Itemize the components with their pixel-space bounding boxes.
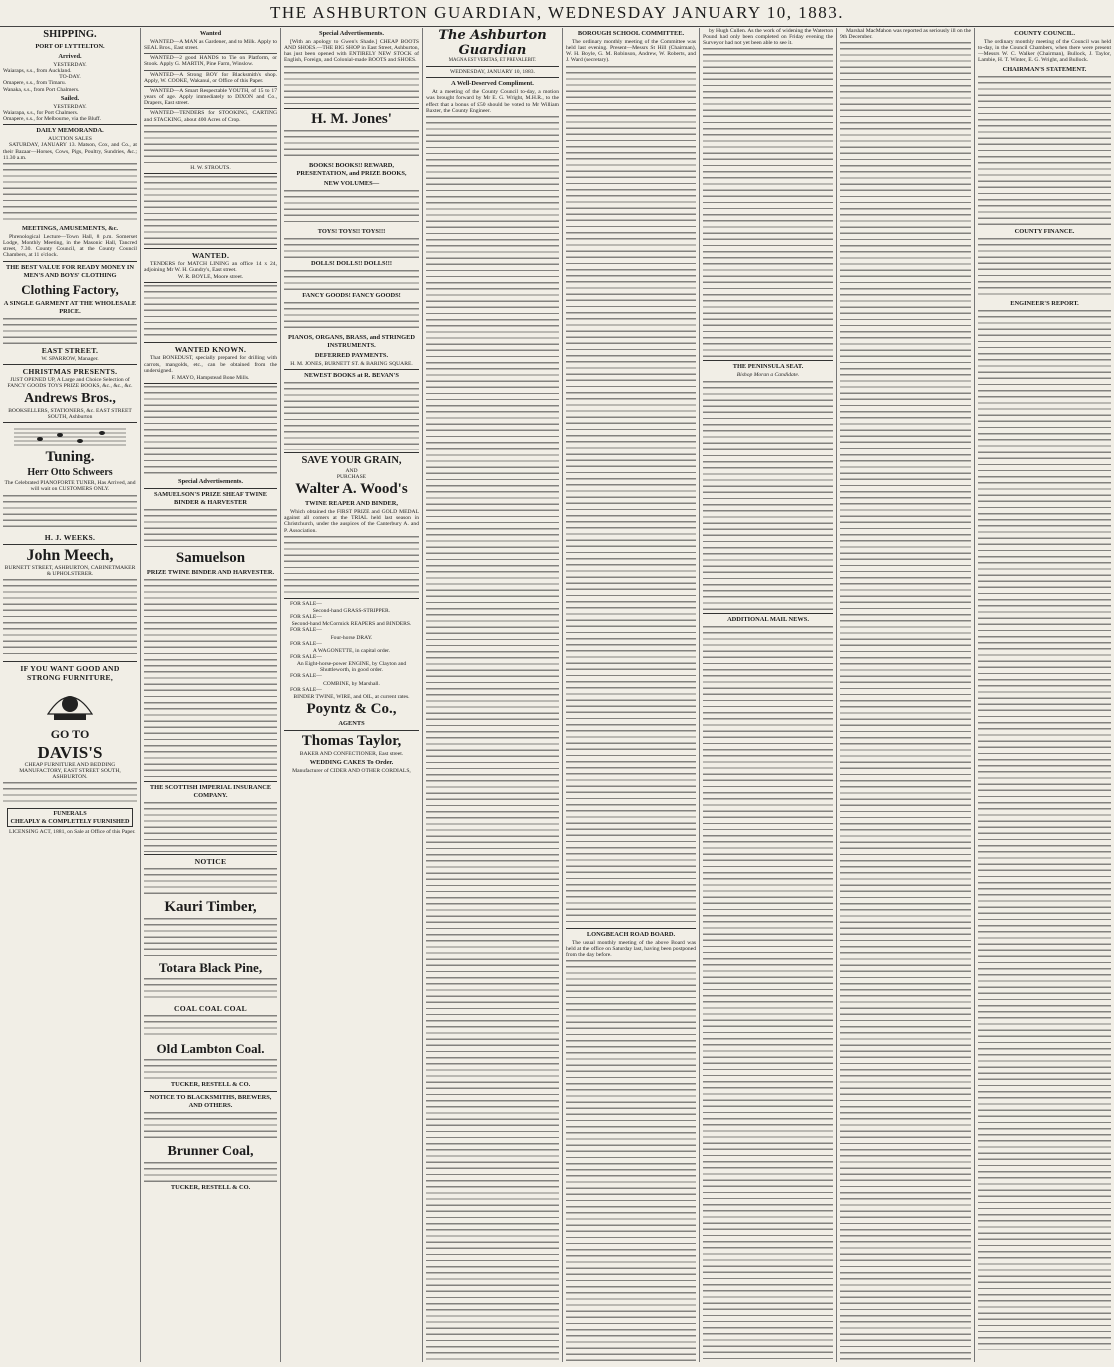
sailed-line: YESTERDAY. <box>53 103 87 110</box>
column-7 <box>837 28 975 1362</box>
andrews-bros-sub: BOOKSELLERS, STATIONERS, &c. EAST STREET SOUTH, Ashburton <box>8 407 132 421</box>
scottish-body <box>144 802 277 852</box>
meech-sub: BURNETT STREET, ASHBURTON, CABINETMAKER & UPHOLSTERER. <box>4 564 136 577</box>
samuelson-body <box>144 579 277 779</box>
funerals-sub: CHEAPLY & COMPLETELY FURNISHED <box>10 817 130 825</box>
jones-sign: H. M. JONES, BURNETT ST. & BARING SQUARE. <box>290 360 413 367</box>
jones-new-volumes: NEW VOLUMES— <box>323 179 380 187</box>
kauri-name: Kauri Timber, <box>164 898 257 915</box>
auction-heading: AUCTION SALES <box>48 136 92 143</box>
wood-purchase: PURCHASE <box>336 473 367 480</box>
samuelson-heading: SAMUELSON'S PRIZE SHEAF TWINE BINDER & HARVESTER <box>153 490 268 506</box>
column-4 <box>423 28 563 1362</box>
sale-item: COMBINE, by Marshall. <box>323 680 380 687</box>
meech-text-body <box>3 579 137 659</box>
meetings-text: Phrenological Lecture—Town Hall, 8 p.m. Somerset Lodge, Monthly Meeting, in the Masonic Hall, Tancred street, 7.30. County Council, at the County Council Chambers, at 11 o'clock. <box>3 233 137 259</box>
wood-and: AND <box>345 467 358 474</box>
for-sale-label: FOR SALE— <box>290 600 322 607</box>
wood-save-grain: SAVE YOUR GRAIN, <box>301 454 402 466</box>
samuelson-sub: PRIZE TWINE BINDER AND HARVESTER. <box>146 568 275 576</box>
christmas-heading: CHRISTMAS PRESENTS. <box>22 366 118 376</box>
meech-name: John Meech, <box>26 546 114 564</box>
mail-news-heading: ADDITIONAL MAIL NEWS. <box>727 615 809 623</box>
editorial-body <box>426 116 559 1362</box>
arrived-line: Waiaraps, s.s., from Auckland. <box>3 68 72 75</box>
go-to-text: GO TO <box>50 726 90 741</box>
jones-toys: TOYS! TOYS!! TOYS!!! <box>317 227 386 235</box>
taylor-name: Thomas Taylor, <box>301 733 402 750</box>
sale-item: BINDER TWINE, WIRE, and OIL, at current rates. <box>293 693 410 700</box>
best-value-heading: THE BEST VALUE FOR READY MONEY IN MEN'S AND BOYS' CLOTHING <box>5 263 135 279</box>
article-lead: At a meeting of the County Council to-day, a motion was brought forward by Mr E. G. Wright, M.H.R., to the effect that a bonus of £50 should be voted to Mr William Baxter, the County Engineer. <box>426 89 559 114</box>
article-title: A Well-Deserved Compliment. <box>451 80 534 88</box>
column-2 <box>141 28 281 1362</box>
for-sale-label: FOR SALE— <box>290 640 322 647</box>
notice-body <box>144 868 277 898</box>
wanted-heading: Wanted <box>199 30 222 37</box>
sailed-heading: Sailed. <box>60 94 80 102</box>
jones-deferred: DEFERRED PAYMENTS. <box>314 351 389 359</box>
coal-body <box>144 1015 277 1039</box>
weeks-name: H. J. WEEKS. <box>44 532 96 542</box>
special-heading: Special Advertisements. <box>178 477 243 485</box>
funerals-heading: FUNERALS <box>53 810 87 818</box>
column-3 <box>281 28 423 1362</box>
arrived-heading: Arrived. <box>58 53 82 60</box>
samuelson-name: Samuelson <box>175 549 246 566</box>
shipping-heading: SHIPPING. <box>43 29 97 40</box>
wood-body <box>284 536 419 596</box>
clothing-factory-branch: EAST STREET. <box>41 345 99 355</box>
kauri-body <box>144 918 277 958</box>
clothing-factory-sub: A SINGLE GARMENT AT THE WHOLESALE PRICE. <box>3 299 137 315</box>
clothing-factory-body <box>3 318 137 344</box>
licensing-notice: LICENSING ACT, 1881, on Sale at Office of this Paper. <box>9 829 136 836</box>
jones-books: BOOKS! BOOKS!! REWARD, PRESENTATION, and PRIZE BOOKS, <box>296 161 407 177</box>
christmas-text: JUST OPENED UP, A Large and Choice Selection of FANCY GOODS TOYS PRIZE BOOKS, &c., &c., &c. <box>7 376 133 389</box>
tuning-heading: Tuning. <box>45 449 95 466</box>
wood-text: Which obtained the FIRST PRIZE and GOLD MEDAL against all comers at the TRIAL held last season in Christchurch, under the auspices of the Canterbury A. and P. Association. <box>284 509 419 534</box>
bevan-heading: NEWEST BOOKS at R. BEVAN'S <box>304 371 399 379</box>
tuner-name: Herr Otto Schweers <box>27 467 113 479</box>
wanted-ad: WANTED—A Smart Respectable YOUTH, of 15 to 17 years of age. Apply immediately to DIXON and Co., Drapers, East street. <box>144 88 277 109</box>
blacksmiths-body <box>144 1112 277 1142</box>
memoranda-heading: DAILY MEMORANDA. <box>36 127 104 135</box>
boots-ad-text: [With an apology to Gwen's Shade.] CHEAP BOOTS AND SHOES.—THE BIG SHOP in East Street, Ashburton, has just been opened with ENTIRELY NEW STOCK of English, Foreign, and Colonial-made BOOTS and SHOES. <box>284 39 419 64</box>
mayo-sign: F. MAYO, Hampstead Bone Mills. <box>171 374 250 381</box>
arrived-line: YESTERDAY. <box>53 62 87 68</box>
paper-nameplate: The Ashburton Guardian <box>438 28 547 58</box>
longbeach-lead: The usual monthly meeting of the above Board was held at the office on Saturday last, having been postponed from the day before. <box>566 939 696 958</box>
finance-body <box>978 238 1111 298</box>
taylor-mfr: Manufacturer of CIDER AND OTHER CORDIALS, <box>292 768 411 775</box>
jones-fancy: FANCY GOODS! FANCY GOODS! <box>302 291 401 299</box>
totara-body <box>144 978 277 1002</box>
tuner-text: The Celebrated PIANOFORTE TUNER, Has Arrived, and will wait on CUSTOMERS ONLY. <box>4 480 136 493</box>
wanted-notice-heading: WANTED. <box>191 250 230 260</box>
arrived-line: Omapere, s.s., from Timaru. <box>3 80 67 87</box>
wanted-known-body <box>144 386 277 476</box>
longbeach-heading: LONGBEACH ROAD BOARD. <box>586 930 676 938</box>
boyle-sign: W. R. BOYLE, Moore street. <box>177 274 244 281</box>
chairman-body <box>978 76 1111 226</box>
lambton-name: Old Lambton Coal. <box>156 1040 265 1056</box>
tucker-sign: TUCKER, RESTELL & CO. <box>170 1183 251 1191</box>
lambton-body <box>144 1059 277 1079</box>
furniture-heading: IF YOU WANT GOOD AND STRONG FURNITURE, <box>20 663 120 682</box>
wanted-notice-text: TENDERS for MATCH LINING an office 14 x 24, adjoining Mr W. H. Gundry's, East street. <box>144 260 277 274</box>
jones-body <box>284 190 419 226</box>
wanted-ad: WANTED—2 good HANDS to Tie on Platform, or Stook. Apply G. MARTIN, Pine Farm, Winslow. <box>144 55 277 70</box>
for-sale-label: FOR SALE— <box>290 686 322 693</box>
jones-name: H. M. Jones' <box>311 110 392 127</box>
peninsula-sub: Bishop Moran a Candidate. <box>736 372 800 379</box>
brunner-name: Brunner Coal, <box>167 1143 254 1159</box>
andrews-bros-name: Andrews Bros., <box>24 390 116 406</box>
newspaper-masthead: THE ASHBURTON GUARDIAN, WEDNESDAY JANUARY 10, 1883. <box>0 0 1114 27</box>
crest-emblem-icon <box>40 684 100 724</box>
wanted-known-text: That BONEDUST, specially prepared for drilling with carrots, mangolds, etc., can be obtained from the undersigned. <box>144 355 277 374</box>
for-sale-label: FOR SALE— <box>290 614 322 621</box>
for-sale-label: FOR SALE— <box>290 627 322 634</box>
port-heading: PORT OF LYTTELTON. <box>35 43 105 50</box>
sale-item: A WAGONETTE, in capital order. <box>312 647 391 654</box>
tenders-ad-body <box>144 176 277 246</box>
arrived-line: Wanaka, s.s., from Port Chalmers. <box>3 86 80 93</box>
longbeach-body <box>566 960 696 1362</box>
poyntz-sub: AGENTS <box>338 720 365 728</box>
special-ads-heading: Special Advertisements. <box>319 30 384 37</box>
boots-ad-body <box>284 66 419 106</box>
paper-motto: MAGNA EST VERITAS, ET PREVALEBIT. <box>448 58 537 63</box>
funerals-box <box>7 808 133 827</box>
borough-lead: The ordinary monthly meeting of the Committee was held last evening. Present—Messrs St Hill (Chairman), W. H. Boyle, G. M. Robinson, Andrew, W. Roberts, and J. Ward (secretary). <box>566 39 696 64</box>
clothing-factory-name: Clothing Factory, <box>21 281 119 297</box>
column-7-lead: Marshal MacMahon was reported as seriously ill on the 9th December. <box>840 28 971 41</box>
finance-heading: COUNTY FINANCE. <box>1014 227 1075 235</box>
jones-body <box>284 302 419 332</box>
for-sale-label: FOR SALE— <box>290 653 322 660</box>
wood-name: Walter A. Wood's <box>295 481 408 498</box>
sale-item: Four-horse DRAY. <box>330 634 373 641</box>
sailed-line: Omapere, s.s., for Melbourne, via the Bluff. <box>3 116 102 123</box>
council-heading: COUNTY COUNCIL. <box>1014 30 1075 37</box>
scottish-heading: THE SCOTTISH IMPERIAL INSURANCE COMPANY. <box>149 783 272 799</box>
tenders-ad: WANTED—TENDERS for STOOKING, CARTING and STACKING, about 400 Acres of Crop. <box>144 110 277 123</box>
column-6 <box>700 28 837 1362</box>
davis-name: DAVIS'S <box>37 742 103 762</box>
music-staff-illustration <box>10 425 130 447</box>
wood-sub: TWINE REAPER AND BINDER, <box>304 500 399 508</box>
jones-body <box>284 238 419 258</box>
peninsula-body <box>703 381 833 611</box>
wanted-ad: WANTED—A Strong BOY for Blacksmith's shop. Apply, W. COOKE, Wakanui, or Office of this Paper. <box>144 72 277 87</box>
jones-pianos: PIANOS, ORGANS, BRASS, and STRINGED INSTRUMENTS. <box>288 333 415 349</box>
davis-text-body <box>3 782 137 806</box>
chairman-heading: CHAIRMAN'S STATEMENT. <box>1002 65 1087 73</box>
sailed-line: Waiarapa, s.s., for Port Chalmers. <box>3 109 79 116</box>
mail-news-body <box>703 626 833 1362</box>
for-sale-label: FOR SALE— <box>290 673 322 680</box>
blacksmiths-heading: NOTICE TO BLACKSMITHS, BREWERS, AND OTHERS. <box>149 1093 272 1109</box>
strouts-sign: H. W. STROUTS. <box>190 164 231 171</box>
sale-item: An Eight-horse-power ENGINE, by Clayton and Shuttleworth, in good order. <box>296 661 407 674</box>
tenders-ad-body <box>144 125 277 165</box>
meetings-heading: MEETINGS, AMUSEMENTS, &c. <box>21 224 119 232</box>
column-6-lead: by Hugh Cullen. As the work of widening the Waterton Pound had only been completed on Friday evening the Surveyor had not yet been able to see it. <box>703 28 833 47</box>
engineer-body <box>978 310 1111 1350</box>
column-6-body <box>703 48 833 358</box>
wanted-ad: WANTED—A MAN as Gardener, and to Milk. Apply to SEAL Bros., East street. <box>144 39 277 54</box>
column-7-body <box>840 42 971 1362</box>
sale-item: Second-hand GRASS-STRIPPER. <box>312 607 391 614</box>
auction-text-body <box>3 163 137 223</box>
wanted-known-heading: WANTED KNOWN. <box>174 345 247 355</box>
borough-body <box>566 66 696 926</box>
column-5 <box>563 28 700 1362</box>
auction-text: SATURDAY, JANUARY 13. Matson, Cox, and Co., at their Bazaar—Horses, Cows, Pigs, Poultry, Sundries, &c.; 11.30 a.m. <box>3 142 137 161</box>
coal-heading: COAL COAL COAL <box>174 1003 247 1013</box>
borough-heading: BOROUGH SCHOOL COMMITTEE. <box>577 30 685 37</box>
paper-dateline: WEDNESDAY, JANUARY 10, 1883. <box>450 69 535 76</box>
column-8 <box>975 28 1114 1362</box>
council-lead: The ordinary monthly meeting of the Council was held to-day, in the Council Chambers, when there were present—Messrs W. C. Walker (Chairman), Bullock, J. Taylor, Lambie, H. T. Winter, E. G. Wright, and Bullock. <box>978 39 1111 64</box>
tucker-sign: TUCKER, RESTELL & CO. <box>170 1080 251 1088</box>
notice-heading: NOTICE <box>194 856 227 866</box>
taylor-cakes: WEDDING CAKES To Order. <box>309 759 394 767</box>
jones-body <box>284 270 419 290</box>
davis-sub: CHEAP FURNITURE AND BEDDING MANUFACTORY, EAST STREET SOUTH, ASHBURTON. <box>19 761 121 781</box>
wanted-known-body <box>144 285 277 340</box>
jones-body <box>284 130 419 160</box>
sale-item: Second-hand McCormick REAPERS and BINDERS. <box>291 621 412 628</box>
samuelson-body <box>144 509 277 549</box>
totara-name: Totara Black Pine, <box>158 959 263 975</box>
arrived-line: TO-DAY. <box>59 74 81 81</box>
taylor-sub: BAKER AND CONFECTIONER, East street. <box>299 751 404 758</box>
poyntz-name: Poyntz & Co., <box>306 701 397 718</box>
brunner-body <box>144 1162 277 1182</box>
bevan-body <box>284 382 419 450</box>
peninsula-heading: THE PENINSULA SEAT. <box>732 363 804 371</box>
jones-dolls: DOLLS! DOLLS!! DOLLS!!! <box>311 259 392 267</box>
clothing-factory-manager: W. SPARROW, Manager. <box>41 355 99 362</box>
engineer-heading: ENGINEER'S REPORT. <box>1010 299 1079 307</box>
column-1 <box>0 28 141 1362</box>
tuner-text-body <box>3 495 137 531</box>
